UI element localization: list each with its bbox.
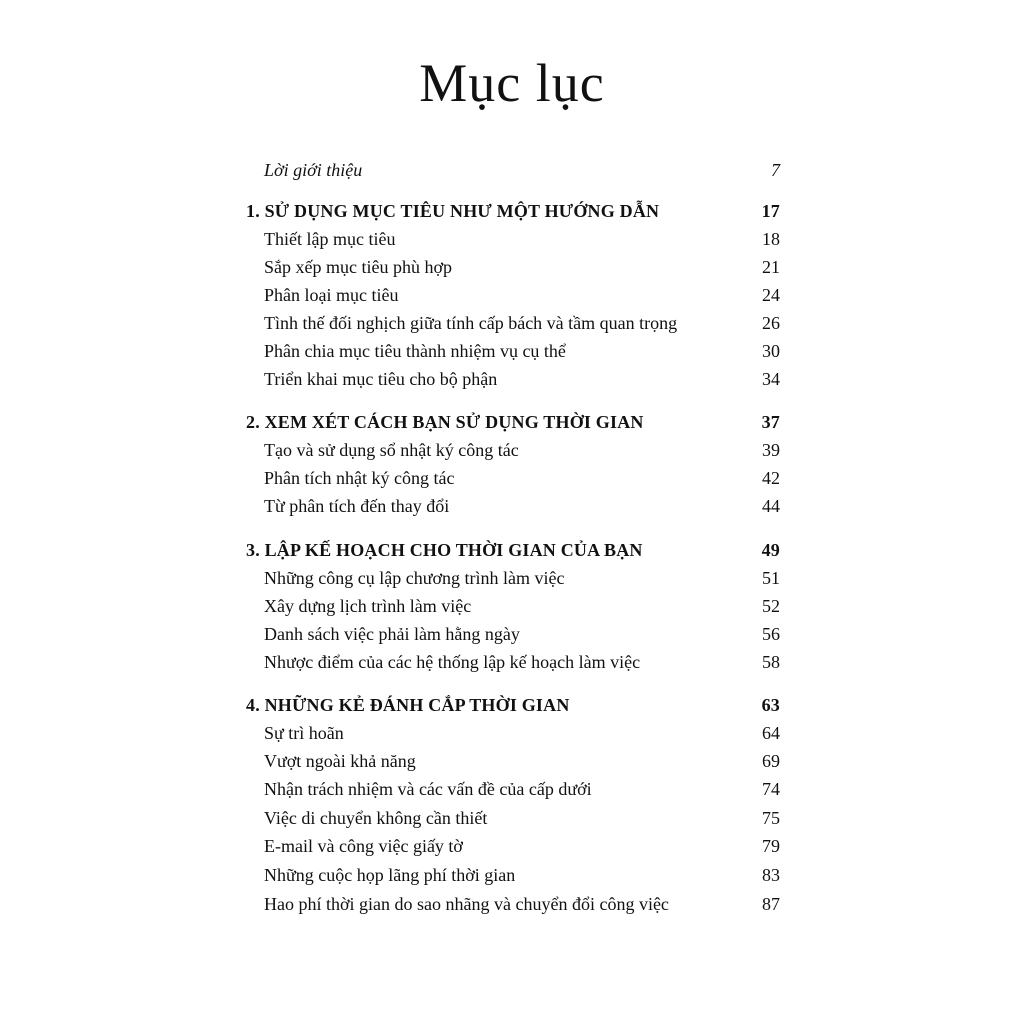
section-title: Nhận trách nhiệm và các vấn đề của cấp dưới xyxy=(264,779,592,799)
section-page: 64 xyxy=(762,723,780,743)
section-page: 30 xyxy=(762,341,780,361)
section-page: 26 xyxy=(762,313,780,333)
toc-section xyxy=(246,776,780,802)
section-title: Những công cụ lập chương trình làm việc xyxy=(264,568,565,588)
section-title: Triển khai mục tiêu cho bộ phận xyxy=(264,369,498,389)
toc-section xyxy=(246,465,780,491)
section-title: Tình thế đối nghịch giữa tính cấp bách và tầm quan trọng xyxy=(264,313,678,333)
toc-chapter-2 xyxy=(246,409,780,435)
section-page: 51 xyxy=(762,568,780,588)
toc-section xyxy=(246,891,780,917)
chapter-page: 37 xyxy=(761,412,780,432)
toc-chapter-1 xyxy=(246,198,780,224)
section-title: Những cuộc họp lãng phí thời gian xyxy=(264,865,516,885)
section-title: Vượt ngoài khả năng xyxy=(264,751,416,771)
chapter-title: 4. NHỮNG KẺ ĐÁNH CẮP THỜI GIAN xyxy=(246,695,570,715)
section-page: 56 xyxy=(762,624,780,644)
section-title: Nhược điểm của các hệ thống lập kế hoạch làm việc xyxy=(264,652,641,672)
toc-chapter-3 xyxy=(246,537,780,563)
toc-section xyxy=(246,565,780,591)
section-page: 75 xyxy=(762,808,780,828)
section-page: 58 xyxy=(762,652,780,672)
chapter-page: 17 xyxy=(761,201,780,221)
toc-section xyxy=(246,254,780,280)
toc-section xyxy=(246,282,780,308)
section-page: 52 xyxy=(762,596,780,616)
section-title: Sắp xếp mục tiêu phù hợp xyxy=(264,257,452,277)
section-title: E-mail và công việc giấy tờ xyxy=(264,836,463,856)
section-title: Danh sách việc phải làm hằng ngày xyxy=(264,624,520,644)
section-page: 69 xyxy=(762,751,780,771)
section-title: Xây dựng lịch trình làm việc xyxy=(264,596,472,616)
toc-section xyxy=(246,366,780,392)
section-page: 79 xyxy=(762,836,780,856)
section-title: Từ phân tích đến thay đổi xyxy=(264,496,450,516)
toc-section xyxy=(246,493,780,519)
toc-section xyxy=(246,338,780,364)
section-page: 18 xyxy=(762,229,780,249)
toc-section xyxy=(246,833,780,859)
toc-entry-title: Lời giới thiệu xyxy=(264,160,363,180)
toc-section xyxy=(246,748,780,774)
section-title: Phân loại mục tiêu xyxy=(264,285,399,305)
toc-intro-entry xyxy=(246,157,780,183)
section-page: 24 xyxy=(762,285,780,305)
section-title: Tạo và sử dụng sổ nhật ký công tác xyxy=(264,440,519,460)
toc-section xyxy=(246,720,780,746)
section-page: 21 xyxy=(762,257,780,277)
toc-entry-page: 7 xyxy=(771,160,780,180)
toc-section xyxy=(246,805,780,831)
section-title: Việc di chuyển không cần thiết xyxy=(264,808,488,828)
toc-chapter-4 xyxy=(246,692,780,718)
chapter-page: 63 xyxy=(761,695,780,715)
chapter-title: 2. XEM XÉT CÁCH BẠN SỬ DỤNG THỜI GIAN xyxy=(246,412,644,432)
toc-section xyxy=(246,649,780,675)
toc-section xyxy=(246,593,780,619)
section-page: 74 xyxy=(762,779,780,799)
section-title: Phân tích nhật ký công tác xyxy=(264,468,455,488)
section-title: Sự trì hoãn xyxy=(264,723,344,743)
section-page: 44 xyxy=(762,496,780,516)
section-page: 39 xyxy=(762,440,780,460)
chapter-title: 1. SỬ DỤNG MỤC TIÊU NHƯ MỘT HƯỚNG DẪN xyxy=(246,201,660,221)
section-page: 87 xyxy=(762,894,780,914)
section-page: 34 xyxy=(762,369,780,389)
section-page: 42 xyxy=(762,468,780,488)
section-title: Thiết lập mục tiêu xyxy=(264,229,396,249)
section-title: Phân chia mục tiêu thành nhiệm vụ cụ thể xyxy=(264,341,566,361)
section-page: 83 xyxy=(762,865,780,885)
toc-section xyxy=(246,621,780,647)
toc-section xyxy=(246,437,780,463)
toc-section xyxy=(246,226,780,252)
chapter-page: 49 xyxy=(761,540,780,560)
section-title: Hao phí thời gian do sao nhãng và chuyển đổi công việc xyxy=(264,894,669,914)
chapter-title: 3. LẬP KẾ HOẠCH CHO THỜI GIAN CỦA BẠN xyxy=(246,540,643,560)
toc-section xyxy=(246,310,780,336)
page-title: Mục lục xyxy=(419,53,605,113)
toc-section xyxy=(246,862,780,888)
